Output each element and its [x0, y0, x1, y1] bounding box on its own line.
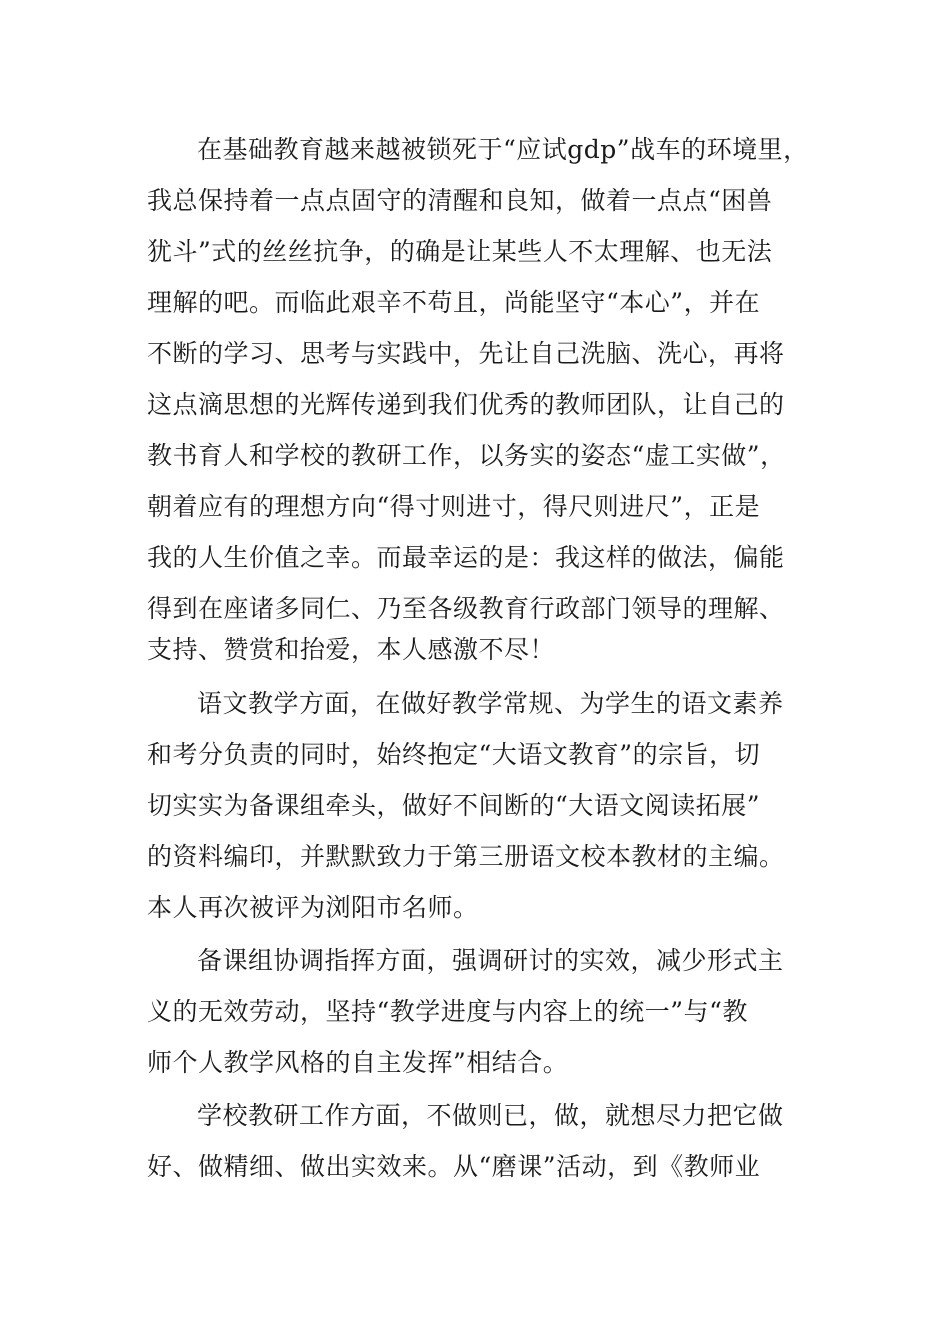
paragraph-line: 教书育人和学校的教研工作，以务实的姿态“虚工实做”，: [147, 441, 786, 470]
paragraph-line: 本人再次被评为浏阳市名师。: [147, 893, 479, 922]
paragraph-line: 这点滴思想的光辉传递到我们优秀的教师团队，让自己的: [147, 390, 785, 419]
paragraph-line: 师个人教学风格的自主发挥”相结合。: [147, 1048, 569, 1077]
paragraph-line: 语文教学方面，在做好教学常规、为学生的语文素养: [197, 689, 784, 718]
paragraph-line: 朝着应有的理想方向“得寸则进寸，得尺则进尺”，正是: [147, 492, 761, 521]
paragraph-line: 在基础教育越来越被锁死于“应试gdp”战车的环境里，: [197, 135, 809, 164]
paragraph-line: 不断的学习、思考与实践中，先让自己洗脑、洗心，再将: [147, 339, 785, 368]
paragraph-line: 我总保持着一点点固守的清醒和良知，做着一点点“困兽: [147, 186, 773, 215]
paragraph-line: 犹斗”式的丝丝抗争，的确是让某些人不太理解、也无法: [147, 237, 773, 266]
paragraph-line: 支持、赞赏和抬爱，本人感激不尽！: [147, 635, 556, 664]
paragraph-line: 切实实为备课组牵头，做好不间断的“大语文阅读拓展”: [147, 791, 761, 820]
paragraph-line: 学校教研工作方面，不做则已，做，就想尽力把它做: [197, 1101, 784, 1130]
paragraph-line: 理解的吧。而临此艰辛不苟且，尚能坚守“本心”，并在: [147, 288, 761, 317]
paragraph-line: 和考分负责的同时，始终抱定“大语文教育”的宗旨，切: [147, 740, 761, 769]
paragraph-line: 义的无效劳动，坚持“教学进度与内容上的统一”与“教: [147, 997, 748, 1026]
paragraph-line: 我的人生价值之幸。而最幸运的是：我这样的做法，偏能: [147, 543, 785, 572]
paragraph-line: 得到在座诸多同仁、乃至各级教育行政部门领导的理解、: [147, 594, 785, 623]
paragraph-line: 备课组协调指挥方面，强调研讨的实效，减少形式主: [197, 946, 784, 975]
paragraph-line: 好、做精细、做出实效来。从“磨课”活动，到《教师业: [147, 1152, 761, 1181]
paragraph-line: 的资料编印，并默默致力于第三册语文校本教材的主编。: [147, 842, 785, 871]
